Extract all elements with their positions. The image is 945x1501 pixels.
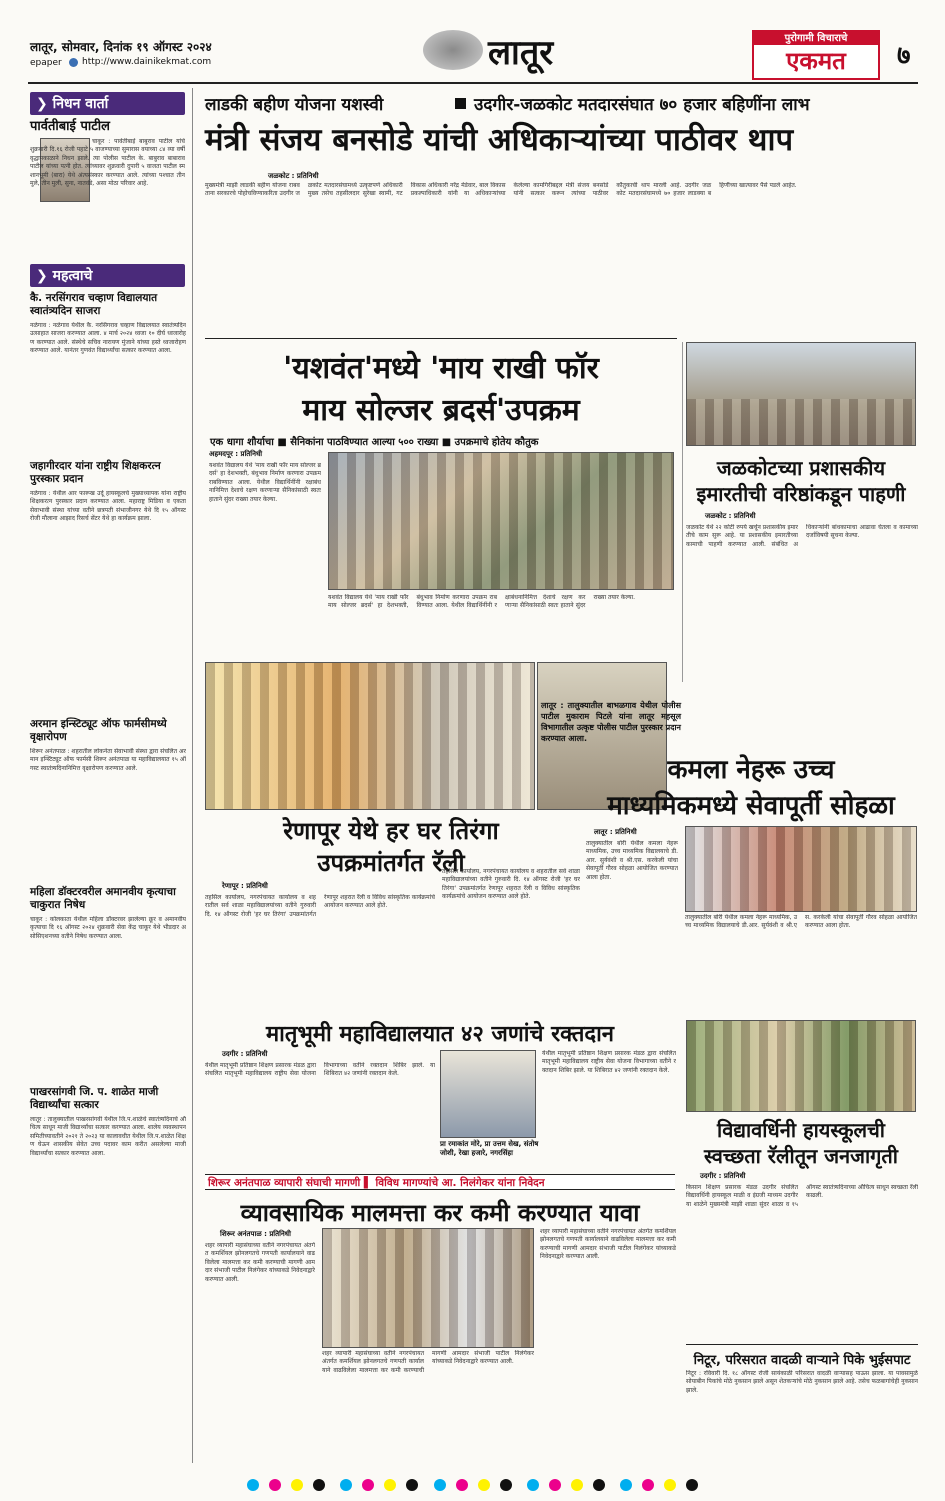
jalkot-headline-line1: जळकोटच्या प्रशासकीय	[716, 456, 886, 480]
vidyavardhini-photo	[686, 1020, 916, 1112]
matrubhumi-byline: उदगीर : प्रतिनिधी	[222, 1050, 268, 1058]
caption-box: लातूर : तालुक्यातील बाभळगाव येथील पोलीस पाटील मुकाराम पिटले यांना लातूर महसूल विभागातील उत्कृष्ट पोलीस पाटील पुरस्कार प्रदान करण्यात आला.	[541, 701, 681, 743]
rakhi-text: यशवंत विद्यालय येथे 'माय राखी फॉर माय सोल्जर ब्रदर्स' हा देशभक्ती, बंधुभाव निर्माण करणारा उपक्रम राबविण्यात आला. येथील विद्यार्थिनींनी रक्षाबंधनानिमित्त देशाचे रक्षण करणाऱ्या सैनिकांसाठी स्वतः हाताने सुंदर राख्या तयार केल्या.	[209, 462, 321, 503]
top-text: मुख्यमंत्री माझी लाडकी बहीण योजना राबवताना सरकारचे पोहोचविण्याकरिता उदगीर जळकोट मतदारसंघामध्ये उत्कृष्टपणे अधिकारी मुख्य तसेच तहसीलदार सुरेखा स्वामी, गटविकास अधिकारी नरेंद्र मेडेवार, बाल विकास प्रकल्पाधिकारी यांनी या अधिकाऱ्यांच्या केलेल्या कामगिरीबद्दल मंत्री संजय बनसोडे यांनी सत्कार करून त्यांच्या पाठीवर कौतुकाची थाप मारली आहे. उदगीर जळकोट मतदारसंघामध्ये ७० हजार लाडक्या बहिणींच्या खात्यावर पैसे पडले आहेत.	[205, 182, 797, 198]
website-link[interactable]: http://www.dainikekmat.com	[82, 57, 212, 67]
brief-title: कै. नरसिंगराव चव्हाण विद्यालयात स्वातंत्र्यदिन साजरा	[30, 292, 158, 317]
globe-icon	[69, 58, 78, 67]
nitur-headline: निटूर, परिसरात वादळी वाऱ्याने पिके भुईसपाट	[693, 1353, 911, 1368]
masthead-rule	[28, 82, 918, 84]
brief-text: लातूर : तालुक्यातील पाखरसांगवी येथील जि.प.शाळेचे स्वातंत्र्यदिनाचे औचित्य साधून माजी विद्यार्थ्यांचा सत्कार करण्यात आला. शालेय व्यवस्थापन समितीच्यावतीने २०२१ ते २०२३ या कालावधीत येथील जि.प.शाळेत शिक्षण घेऊन शासकीय सेवेत उच्च पदावर काम करीत असलेल्या माजी विद्यार्थ्यांचा सत्कार करण्यात आला.	[30, 1116, 186, 1157]
nidhan-header	[30, 92, 185, 115]
nitur-text: निटूर : रविवारी दि. १८ ऑगस्ट रोजी सायंकाळी परिसरात वादळी वाऱ्यासह पाऊस झाला. या पावसामुळे सोयाबीन पिकांचे मोठे नुकसान झाले असून शेतकऱ्यांचे मोठे नुकसान झाले आहे. तसेच फळबागांचेही नुकसान झाले.	[686, 1370, 918, 1394]
obituary-text: चाकूर : पार्वतीबाई बाबुराव पाटील यांचे शुक्रवारी दि.१६ रोजी पहाटे ५ वाजण्याच्या सुमारास वयाच्या ८४ व्या वर्षी वृद्धापकाळाने निधन झाले. त्या पोलीस पाटील के. बाबुराव बाबाराव पाटील यांच्या पत्नी होत. त्यांच्यावर शुक्रवारी दुपारी ५ वाजता पाटील स्मशानभूमी (बारा) येथे अंत्यसंस्कार करण्यात आले. त्यांच्या पश्चात तीन मुले, तीन मुली, सुना, नातवंडे, असा मोठा परिवार आहे.	[30, 138, 185, 188]
top-kicker-left: लाडकी बहीण योजना यशस्वी	[205, 95, 384, 115]
mahatvache-header	[30, 264, 185, 287]
jalkot-byline: जळकोट : प्रतिनिधी	[705, 512, 756, 520]
rakhi-headline-line1: 'यशवंत'मध्ये 'माय राखी फॉर	[283, 351, 599, 386]
rakhi-photo	[328, 452, 674, 590]
rakhi-text-cont: यशवंत विद्यालय येथे 'माय राखी फॉर माय सोल्जर ब्रदर्स' हा देशभक्ती, बंधुभाव निर्माण करणारा उपक्रम राबविण्यात आला. येथील विद्यार्थिनींनी रक्षाबंधनानिमित्त देशाचे रक्षण करणाऱ्या सैनिकांसाठी स्वतः हाताने सुंदर राख्या तयार केल्या.	[328, 594, 636, 610]
matrubhumi-photo	[440, 1050, 536, 1138]
kamla-headline-line1: कमला नेहरू उच्च	[667, 755, 835, 785]
registration-marks	[0, 1476, 945, 1495]
city-emblem	[423, 30, 483, 70]
brief-text: नळेगाव : येथील आर फारूख उर्दू हायस्कूलचे मुख्याध्यापक यांना राष्ट्रीय शिक्षकरत्न पुरस्कार प्रदान करण्यात आला. महाराष्ट्र मिडिया व एकता सेवाभावी संस्था यांच्या वतीने छत्रपती संभाजीनगर येथे दि १५ ऑगस्ट रोजी मौलाना आझाद रिसर्च सेंटर येथे हा कार्यक्रम झाला.	[30, 490, 186, 523]
renapur-text-cont: तहसिल कार्यालय, नगरपंचायत कार्यालय व शहरातील सर्व शाळा महाविद्यालयांच्या वतीने गुरुवारी दि. १४ ऑगस्ट रोजी 'हर घर तिरंगा' उपक्रमांतर्गत रेणापूर शहरात रॅली व विविध सांस्कृतिक कार्यक्रमांचे आयोजन करण्यात आले होते.	[442, 868, 580, 901]
caption-text: तालुक्यातील बाभळगाव येथील पोलीस पाटील मुकाराम पिटले यांना लातूर महसूल विभागातील उत्कृष्ट पोलीस पाटील पुरस्कार प्रदान करण्यात आला.	[541, 701, 681, 743]
mahatvache-title: महत्वाचे	[52, 268, 93, 284]
matrubhumi-text-cont: येथील मातृभूमी प्रतिष्ठान शिक्षण प्रसारक मंडळ द्वारा संचलित मातृभूमी महाविद्यालय राष्ट्रीय सेवा योजना विभागाच्या वतीने रक्तदान शिबिर झाले. या शिबिरात ४२ जणांनी रक्तदान केले.	[542, 1050, 676, 1074]
matrubhumi-headline: मातृभूमी महाविद्यालयात ४२ जणांचे रक्तदान	[266, 1022, 614, 1047]
top-kicker-right: उदगीर-जळकोट मतदारसंघात ७० हजार बहिणींना लाभ	[474, 95, 810, 115]
kamla-headline-line2: माध्यमिकमध्ये सेवापूर्ती सोहळा	[607, 791, 895, 821]
section-rule	[686, 1344, 918, 1345]
renapur-byline: रेणापूर : प्रतिनिधी	[222, 882, 268, 890]
section-rule	[205, 338, 677, 339]
brand-box	[752, 30, 880, 80]
shirur-kicker: शिरूर अनंतपाळ व्यापारी संघाची मागणी ▌ विविध मागण्यांचे आ. निलंगेकर यांना निवेदन	[208, 1177, 545, 1189]
shirur-byline: शिरूर अनंतपाळ : प्रतिनिधी	[220, 1230, 291, 1238]
brief-title: जहागीरदार यांना राष्ट्रीय शिक्षकरत्न पुरस्कार प्रदान	[30, 460, 161, 485]
rakhi-byline: अहमदपूर : प्रतिनिधी	[209, 450, 263, 458]
brand-logo: एकमत	[786, 47, 846, 75]
vidyavardhini-text: किसान शिक्षण प्रसारक मंडळ उदगीर संचलित विद्यावर्धिनी हायस्कूल माळी व इंग्रजी माध्यम उदगीर या शाळेने मुख्यमंत्री माझी शाळा सुंदर शाळा व १५ ऑगस्ट स्वातंत्र्यदिनाच्या औचित्य साधून स्वच्छता रॅली काढली.	[686, 1184, 918, 1208]
renapur-headline-line1: रेणापूर येथे हर घर तिरंगा	[283, 817, 499, 845]
jalkot-text: जळकोट येथे २२ कोटी रुपये खर्चून प्रशासकीय इमारतीचे काम सुरू आहे. या प्रशासकीय इमारतीच्या कामाची पाहणी करण्यात आली. संबंधित अधिकाऱ्यांनी बांधकामाचा आढावा घेतला व कामाच्या दर्जाविषयी सूचना केल्या.	[686, 524, 918, 548]
top-headline: मंत्री संजय बनसोडे यांची अधिकाऱ्यांच्या पाठीवर थाप	[205, 122, 794, 158]
section-rule	[682, 342, 683, 682]
vidyavardhini-headline-line1: विद्यावर्धिनी हायस्कूलची	[717, 1118, 885, 1142]
rakhi-headline-line2: माय सोल्जर ब्रदर्स'उपक्रम	[302, 393, 580, 428]
top-byline: जळकोट : प्रतिनिधी	[268, 172, 319, 180]
brief-text: शिरूर अनंतपाळ : शहरातील लोकनेता सेवाभावी संस्था द्वारा संचलित अरमान इन्स्टिट्यूट ऑफ फार्मसी शिरूर अनंतपाळ या महाविद्यालयात १५ ऑगस्ट स्वातंत्र्यदिनानिमित्त वृक्षारोपण करण्यात आले.	[30, 748, 186, 772]
vidyavardhini-byline: उदगीर : प्रतिनिधी	[700, 1172, 746, 1180]
obituary-name: पार्वतीबाई पाटील	[30, 119, 110, 134]
matrubhumi-caption: प्रा रमाकांत मोरे, प्रा उत्तम सेख, संतोष जोशी, रेखा हजारे, नगरसिंहा	[440, 1140, 539, 1157]
sidebar-divider	[192, 88, 193, 1463]
vidyavardhini-headline-line2: स्वच्छता रॅलीतून जनजागृती	[703, 1144, 898, 1168]
shirur-text-cont: शहर व्यापारी महासंघाच्या वतीने नगरपंचायत अंतर्गत कमर्शियल झोनलगतचे गणपती कार्यालयाने वाढविलेला मालमत्ता कर कमी करण्याची मागणी आमदार संभाजी पाटील निलंगेकर यांच्याकडे निवेदनाद्वारे करण्यात आली.	[322, 1350, 534, 1374]
matrubhumi-text: येथील मातृभूमी प्रतिष्ठान शिक्षण प्रसारक मंडळ द्वारा संचलित मातृभूमी महाविद्यालय राष्ट्रीय सेवा योजना विभागाच्या वतीने रक्तदान शिबिर झाले. या शिबिरात ४२ जणांनी रक्तदान केले.	[205, 1062, 435, 1078]
shirur-headline: व्यावसायिक मालमत्ता कर कमी करण्यात यावा	[240, 1199, 640, 1227]
square-bullet-icon	[455, 98, 466, 109]
brief-text: नळेगाव : नळेगाव येथील कै. नरसिंगराव चव्हाण विद्यालयात स्वातंत्र्यदिन उत्साहात साजरा करण्यात आला. ४ मार्च २०२४ ध्वजा १० दीर्घ ध्वजारोहण करण्यात आले. संस्थेचे सचिव नारायण मुंजाने यांच्या हस्ते ध्वजारोहण करण्यात आले. यानंतर गुणवंत विद्यार्थ्यांचा सत्कार करण्यात आला.	[30, 322, 186, 355]
kamla-text: तालुक्यातील बोरी येथील कमला नेहरू माध्यमिक, उच्च माध्यमिक विद्यालयाचे डी.आर. सुर्यवंशी व श्री.एस. करकेली यांचा सेवापूर्ती गौरव सोहळा आयोजित करण्यात आला होता.	[586, 840, 678, 881]
brief-title: अरमान इन्स्टिट्यूट ऑफ फार्मसीमध्ये वृक्षारोपण	[30, 718, 167, 743]
chevron-icon: ❯	[36, 96, 53, 112]
award-photo	[205, 662, 535, 810]
page-number: ७	[897, 41, 911, 71]
epaper-label: epaper	[30, 58, 62, 68]
shirur-text-right: शहर व्यापारी महासंघाच्या वतीने नगरपंचायत अंतर्गत कमर्शियल झोनलगतचे गणपती कार्यालयाने वाढविलेला मालमत्ता कर कमी करण्याची मागणी आमदार संभाजी पाटील निलंगेकर यांच्याकडे निवेदनाद्वारे करण्यात आली.	[540, 1228, 676, 1261]
brief-title: महिला डॉक्टरवरील अमानवीय कृत्याचा चाकुरात निषेध	[30, 886, 176, 911]
city-title: लातूर	[488, 33, 554, 73]
chevron-icon: ❯	[36, 268, 53, 284]
kamla-byline: लातूर : प्रतिनिधी	[594, 828, 637, 836]
renapur-headline-line2: उपक्रमांतर्गत रॅली	[317, 849, 465, 877]
jalkot-photo	[686, 342, 916, 446]
date-line: लातूर, सोमवार, दिनांक १९ ऑगस्ट २०२४	[30, 40, 212, 54]
shirur-text: शहर व्यापारी महासंघाच्या वतीने नगरपंचायत अंतर्गत कमर्शियल झोनलगतचे गणपती कार्यालयाने वाढविलेला मालमत्ता कर कमी करण्याची मागणी आमदार संभाजी पाटील निलंगेकर यांच्याकडे निवेदनाद्वारे करण्यात आली.	[205, 1242, 315, 1283]
shirur-photo	[322, 1228, 534, 1348]
renapur-text: तहसिल कार्यालय, नगरपंचायत कार्यालय व शहरातील सर्व शाळा महाविद्यालयांच्या वतीने गुरुवारी दि. १४ ऑगस्ट रोजी 'हर घर तिरंगा' उपक्रमांतर्गत रेणापूर शहरात रॅली व विविध सांस्कृतिक कार्यक्रमांचे आयोजन करण्यात आले होते.	[205, 894, 435, 918]
brand-tagline: पुरोगामी विचाराचे	[754, 32, 878, 45]
caption-head: लातूर	[541, 701, 557, 710]
rakhi-deck: एक धागा शौर्याचा ■ सैनिकांना पाठविण्यात आल्या ५०० राख्या ■ उपक्रमाचे होतेय कौतुक	[210, 437, 539, 448]
jalkot-headline-line2: इमारतीची वरिष्ठांकडून पाहणी	[696, 482, 906, 506]
kamla-photo	[685, 826, 917, 912]
nidhan-title: निधन वार्ता	[52, 96, 109, 112]
kamla-text-cont: तालुक्यातील बोरी येथील कमला नेहरू माध्यमिक, उच्च माध्यमिक विद्यालयाचे डी.आर. सुर्यवंशी व श्री.एस. करकेली यांचा सेवापूर्ती गौरव सोहळा आयोजित करण्यात आला होता.	[685, 914, 917, 930]
brief-text: चाकूर : कोलकाता येथील महिला डॉक्टरवर झालेल्या क्रूर व अमानवीय कृत्याचा दि १६ ऑगस्ट २०२४ शुक्रवारी सेवा केंद्र चाकूर येथे भीडदार असोसिएशनच्या वतीने निषेध करण्यात आला.	[30, 916, 186, 940]
brief-title: पाखरसांगवी जि. प. शाळेत माजी विद्यार्थ्यांचा सत्कार	[30, 1086, 159, 1111]
